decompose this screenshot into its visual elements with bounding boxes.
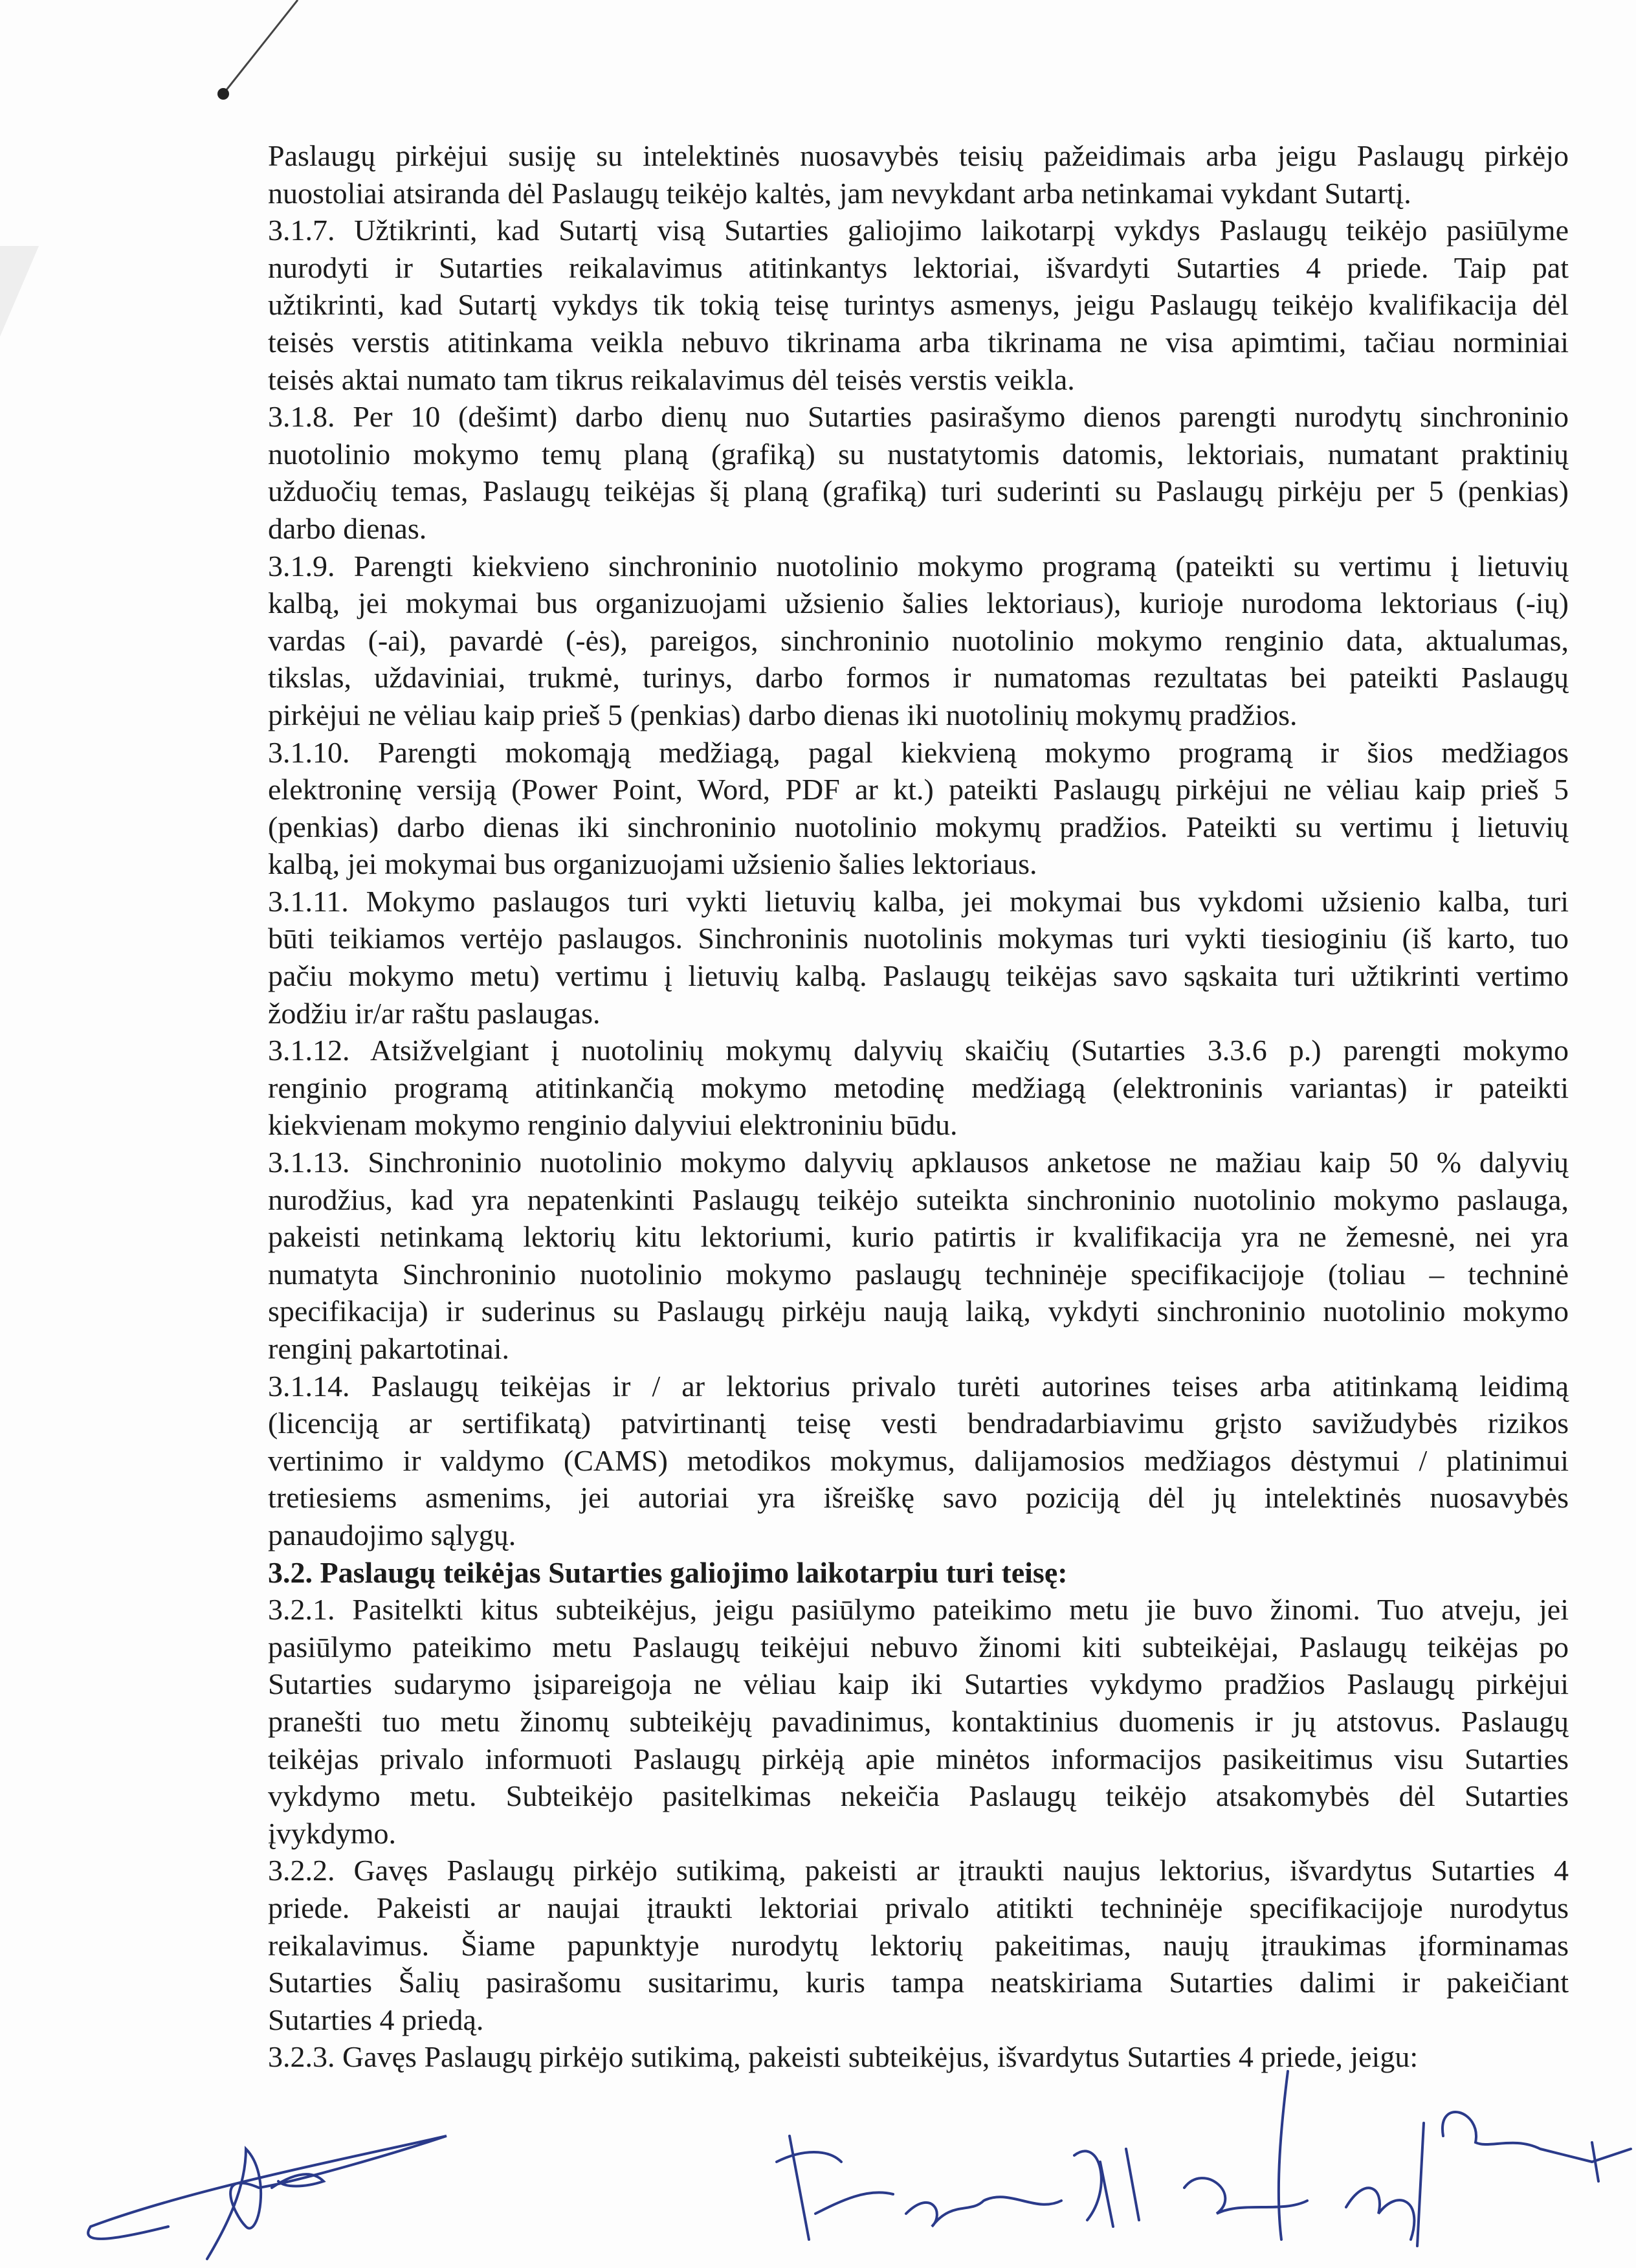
text-line: (penkias) darbo dienas iki sinchroninio nuotolinio mokymų pradžios. Pateikti su vertimu į lietuvių (268, 810, 1569, 843)
text-line: 3.1.14. Paslaugų teikėjas ir / ar lektorius privalo turėti autorines teises arba atitinkamą leidimą (268, 1369, 1569, 1403)
text-line: vykdymo metu. Subteikėjo pasitelkimas nekeičia Paslaugų teikėjo atsakomybės dėl Sutarties (268, 1779, 1569, 1813)
text-line: teikėjas privalo informuoti Paslaugų pirkėją apie minėtos informacijos pasikeitimus visu Sutarties (268, 1742, 1569, 1775)
text-line: teisės verstis atitinkama veikla nebuvo tikrinama arba tikrinama ne visa apimtimi, tačiau norminiai (268, 325, 1569, 359)
text-line: Sutarties 4 priedą. (268, 2003, 484, 2036)
text-line: elektroninę versiją (Power Point, Word, PDF ar kt.) pateikti Paslaugų pirkėjui ne vėliau kaip prieš 5 (268, 773, 1569, 806)
text-line: 3.2. Paslaugų teikėjas Sutarties galiojimo laikotarpiu turi teisę: (268, 1555, 1068, 1589)
text-line: pirkėjui ne vėliau kaip prieš 5 (penkias) darbo dienas iki nuotolinių mokymų pradžios. (268, 698, 1298, 731)
text-line: kalbą, jei mokymai bus organizuojami užsienio šalies lektoriaus), kurioje nurodoma lektoriaus (-ių) (268, 586, 1569, 620)
text-line: darbo dienas. (268, 511, 427, 545)
signature-3 (1074, 2149, 1139, 2227)
text-line: pačiu mokymo metu) vertimu į lietuvių kalbą. Paslaugų teikėjas savo sąskaita turi užtikrinti vertimo (268, 959, 1569, 993)
text-line: Paslaugų pirkėjui susiję su intelektinės nuosavybės teisių pažeidimais arba jeigu Paslaugų pirkėjo (268, 139, 1569, 172)
text-line: tretiesiems asmenims, jei autoriai yra išreiškę savo poziciją dėl jų intelektinės nuosavybės (268, 1481, 1569, 1515)
signature-2 (906, 2197, 1061, 2227)
text-line: Sutarties sudarymo įsipareigoja ne vėliau kaip iki Sutarties vykdymo pradžios Paslaugų pirkėjui (268, 1667, 1569, 1701)
text-line: nurodyti ir Sutarties reikalavimus atitinkantys lektoriai, išvardyti Sutarties 4 priede. Taip pat (268, 250, 1569, 284)
text-line: užtikrinti, kad Sutartį vykdys tik tokią teisę turintys asmenys, jeigu Paslaugų teikėjo kvalifikacija dėl (268, 288, 1569, 322)
text-line: priede. Pakeisti ar naujai įtraukti lektoriai privalo atitikti techninėje specifikacijoje nurodytus (268, 1891, 1569, 1924)
text-line: 3.1.12. Atsižvelgiant į nuotolinių mokymų dalyvių skaičių (Sutarties 3.3.6 p.) parengti mokymo (268, 1034, 1569, 1067)
text-line: 3.1.13. Sinchroninio nuotolinio mokymo dalyvių apklausos anketose ne mažiau kaip 50 % dalyvių (268, 1146, 1569, 1179)
text-line: numatyta Sinchroninio nuotolinio mokymo paslaugų techninėje specifikacijoje (toliau – techninė (268, 1257, 1569, 1291)
text-line: tikslas, uždaviniai, trukmė, turinys, darbo formos ir numatomas rezultatas bei pateikti Paslaugų (268, 661, 1569, 695)
text-line: 3.2.1. Pasitelkti kitus subteikėjus, jeigu pasiūlymo pateikimo metu jie buvo žinomi. Tuo atveju, jei (268, 1593, 1569, 1627)
text-line: 3.1.11. Mokymo paslaugos turi vykti lietuvių kalba, jei mokymai bus vykdomi užsienio kalba, turi (268, 884, 1569, 918)
text-line: kiekvienam mokymo renginio dalyviui elektroniniu būdu. (268, 1108, 958, 1142)
signature-1 (777, 2136, 893, 2240)
text-line: renginio programą atitinkančią mokymo metodinę medžiagą (elektroninis variantas) ir pateikti (268, 1071, 1569, 1104)
text-line: pakeisti netinkamą lektorių kitu lektoriumi, kurio patirtis ir kvalifikacija yra ne žemesnė, nei yra (268, 1220, 1569, 1254)
text-line: užduočių temas, Paslaugų teikėjas šį planą (grafiką) turi suderinti su Paslaugų pirkėju per 5 (penkias) (268, 474, 1569, 508)
signature-5 (1346, 2123, 1424, 2246)
text-line: 3.1.8. Per 10 (dešimt) darbo dienų nuo Sutarties pasirašymo dienos parengti nurodytų sinchroninio (268, 400, 1569, 434)
text-line: specifikacija) ir suderinus su Paslaugų pirkėju naują laiką, vykdyti sinchroninio nuotolinio mokymo (268, 1295, 1569, 1328)
signature-left (88, 2136, 447, 2259)
text-line: vertinimo ir valdymo (CAMS) metodikos mokymus, dalijamosios medžiagos dėstymui / platinimui (268, 1443, 1569, 1477)
text-line: nuostoliai atsiranda dėl Paslaugų teikėjo kaltės, jam nevykdant arba netinkamai vykdant Sutartį. (268, 176, 1411, 210)
text-line: (licenciją ar sertifikatą) patvirtinantį teisę vesti bendradarbiavimu grįsto savižudybės rizikos (268, 1406, 1569, 1440)
text-line: 3.1.10. Parengti mokomąją medžiagą, pagal kiekvieną mokymo programą ir šios medžiagos (268, 735, 1569, 769)
text-line: Sutarties Šalių pasirašomu susitarimu, kuris tampa neatskiriama Sutarties dalimi ir pakeičiant (268, 1966, 1569, 1999)
text-line: nuotolinio mokymo temų planą (grafiką) su nustatytomis datomis, lektoriais, numatant praktinių (268, 437, 1569, 471)
signature-4 (1184, 2071, 1307, 2240)
signature-6 (1443, 2112, 1631, 2181)
text-line: vardas (-ai), pavardė (-ės), pareigos, sinchroninio nuotolinio mokymo renginio data, aktualumas, (268, 623, 1569, 657)
text-line: kalbą, jei mokymai bus organizuojami užsienio šalies lektoriaus. (268, 847, 1037, 881)
text-line: 3.2.2. Gavęs Paslaugų pirkėjo sutikimą, pakeisti ar įtraukti naujus lektorius, išvardytus Sutarties 4 (268, 1854, 1569, 1887)
text-line: 3.2.3. Gavęs Paslaugų pirkėjo sutikimą, pakeisti subteikėjus, išvardytus Sutarties 4 priede, jeigu: (268, 2040, 1419, 2074)
text-line: žodžiu ir/ar raštu paslaugas. (268, 996, 601, 1030)
text-line: reikalavimus. Šiame papunktyje nurodytų lektorių pakeitimas, naujų įtraukimas įforminamas (268, 1928, 1569, 1962)
text-line: įvykdymo. (268, 1816, 397, 1850)
text-line: pasiūlymo pateikimo metu Paslaugų teikėjui nebuvo žinomi kiti subteikėjai, Paslaugų teikėjas po (268, 1630, 1569, 1663)
text-line: būti teikiamos vertėjo paslaugos. Sinchroninis nuotolinis mokymas turi vykti tiesioginiu (iš karto, tuo (268, 922, 1569, 955)
text-line: pranešti tuo metu žinomų subteikėjų pavadinimus, kontaktinius duomenis ir jų atstovus. Paslaugų (268, 1704, 1569, 1738)
text-line: 3.1.7. Užtikrinti, kad Sutartį visą Sutarties galiojimo laikotarpį vykdys Paslaugų teikėjo pasiūlyme (268, 214, 1569, 247)
text-line: renginį pakartotinai. (268, 1332, 509, 1365)
text-line: nurodžius, kad yra nepatenkinti Paslaugų teikėjo suteikta sinchroninio nuotolinio mokymo paslauga, (268, 1183, 1569, 1216)
text-line: teisės aktai numato tam tikrus reikalavimus dėl teisės verstis veikla. (268, 362, 1075, 396)
text-line: 3.1.9. Parengti kiekvieno sinchroninio nuotolinio mokymo programą (pateikti su vertimu į lietuvių (268, 549, 1569, 583)
text-line: panaudojimo sąlygų. (268, 1518, 516, 1551)
